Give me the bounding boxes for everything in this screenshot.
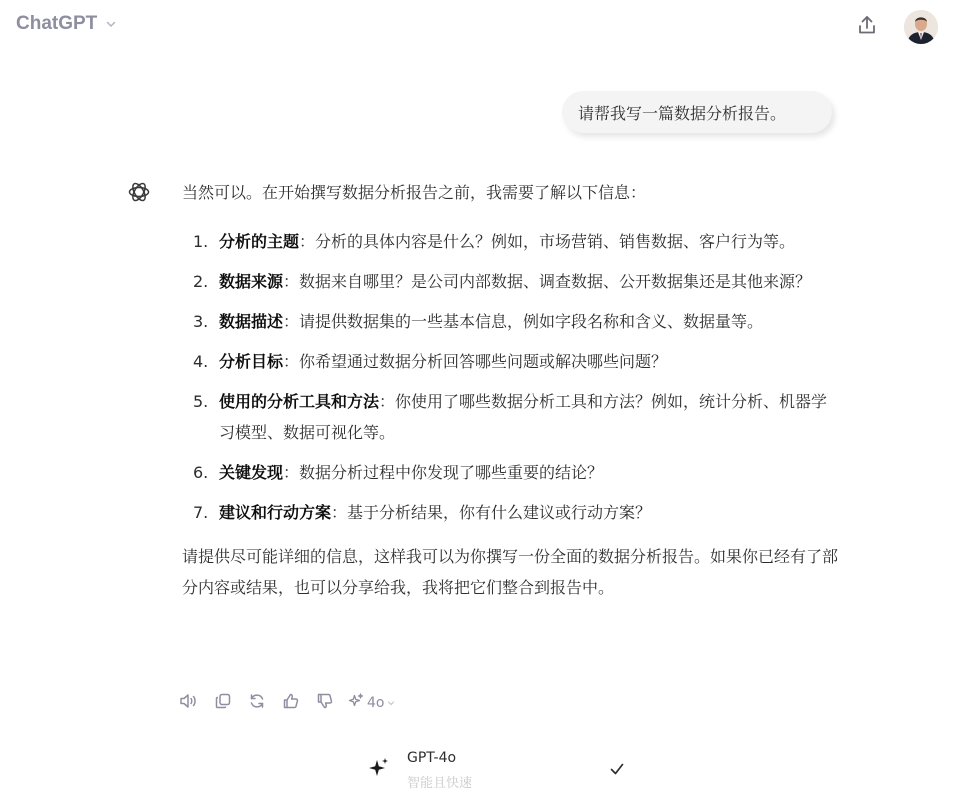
list-text: ：基于分析结果，你有什么建议或行动方案？ [331, 503, 652, 522]
list-item [182, 346, 842, 377]
assistant-outro: 请提供尽可能详细的信息，这样我可以为你撰写一份全面的数据分析报告。如果你已经有了部分内容或结果，也可以分享给我，我将把它们整合到报告中。 [182, 547, 839, 597]
list-term: 数据描述 [219, 312, 284, 331]
list-item [182, 457, 842, 488]
list-item [182, 497, 842, 528]
list-number: 6. [193, 463, 209, 482]
list-number: 5. [193, 392, 209, 411]
top-bar [0, 0, 960, 56]
list-text: ：数据分析过程中你发现了哪些重要的结论？ [283, 463, 604, 482]
copy-icon [214, 692, 232, 714]
regenerate-icon [248, 692, 266, 714]
list-text: ：你希望通过数据分析回答哪些问题或解决哪些问题？ [283, 352, 668, 371]
chevron-down-icon [105, 14, 117, 36]
assistant-message [182, 177, 842, 603]
speaker-icon [179, 692, 199, 714]
model-chip-label: 4o [367, 695, 385, 711]
share-button[interactable] [852, 12, 882, 42]
avatar[interactable] [904, 10, 938, 44]
list-text: ：分析的具体内容是什么？例如，市场营销、销售数据、客户行为等。 [299, 232, 796, 251]
list-term: 关键发现 [219, 463, 284, 482]
list-term: 分析的主题 [219, 232, 300, 251]
list-text: ：你使用了哪些数据分析工具和方法？例如，统计分析、机器学习模型、数据可视化等。 [219, 392, 828, 442]
thumbs-down-button[interactable] [312, 691, 338, 715]
thumbs-up-icon [282, 692, 300, 714]
model-option-gpt-4o[interactable] [362, 745, 642, 795]
model-option-name: GPT-4o [407, 750, 457, 766]
change-model-button[interactable] [346, 691, 397, 715]
regenerate-button[interactable] [244, 691, 270, 715]
share-icon [856, 14, 878, 40]
list-item [182, 306, 842, 337]
check-icon [608, 760, 626, 778]
chevron-down-icon [387, 695, 395, 711]
list-number: 2. [193, 272, 209, 291]
read-aloud-button[interactable] [176, 691, 202, 715]
list-item [182, 386, 842, 448]
openai-logo-icon [126, 179, 152, 205]
list-number: 1. [193, 232, 209, 251]
list-text: ：请提供数据集的一些基本信息，例如字段名称和含义、数据量等。 [283, 312, 764, 331]
assistant-intro: 当然可以。在开始撰写数据分析报告之前，我需要了解以下信息： [182, 183, 647, 202]
user-message-bubble [562, 91, 832, 133]
list-item [182, 226, 842, 257]
brand-title: ChatGPT [16, 13, 98, 34]
info-list [182, 226, 842, 528]
list-term: 建议和行动方案 [219, 503, 332, 522]
sparkle-icon [348, 693, 364, 713]
sparkle-icon [368, 757, 390, 779]
list-number: 7. [193, 503, 209, 522]
copy-button[interactable] [210, 691, 236, 715]
list-number: 3. [193, 312, 209, 331]
list-item [182, 266, 842, 297]
list-term: 分析目标 [219, 352, 284, 371]
model-switcher[interactable] [16, 12, 117, 36]
model-option-description: 智能且快速 [407, 776, 473, 791]
list-term: 使用的分析工具和方法 [219, 392, 380, 411]
list-number: 4. [193, 352, 209, 371]
message-actions [176, 691, 397, 715]
user-message-text: 请帮我写一篇数据分析报告。 [578, 103, 787, 123]
list-term: 数据来源 [219, 272, 284, 291]
thumbs-up-button[interactable] [278, 691, 304, 715]
list-text: ：数据来自哪里？是公司内部数据、调查数据、公开数据集还是其他来源？ [283, 272, 812, 291]
thumbs-down-icon [316, 692, 334, 714]
